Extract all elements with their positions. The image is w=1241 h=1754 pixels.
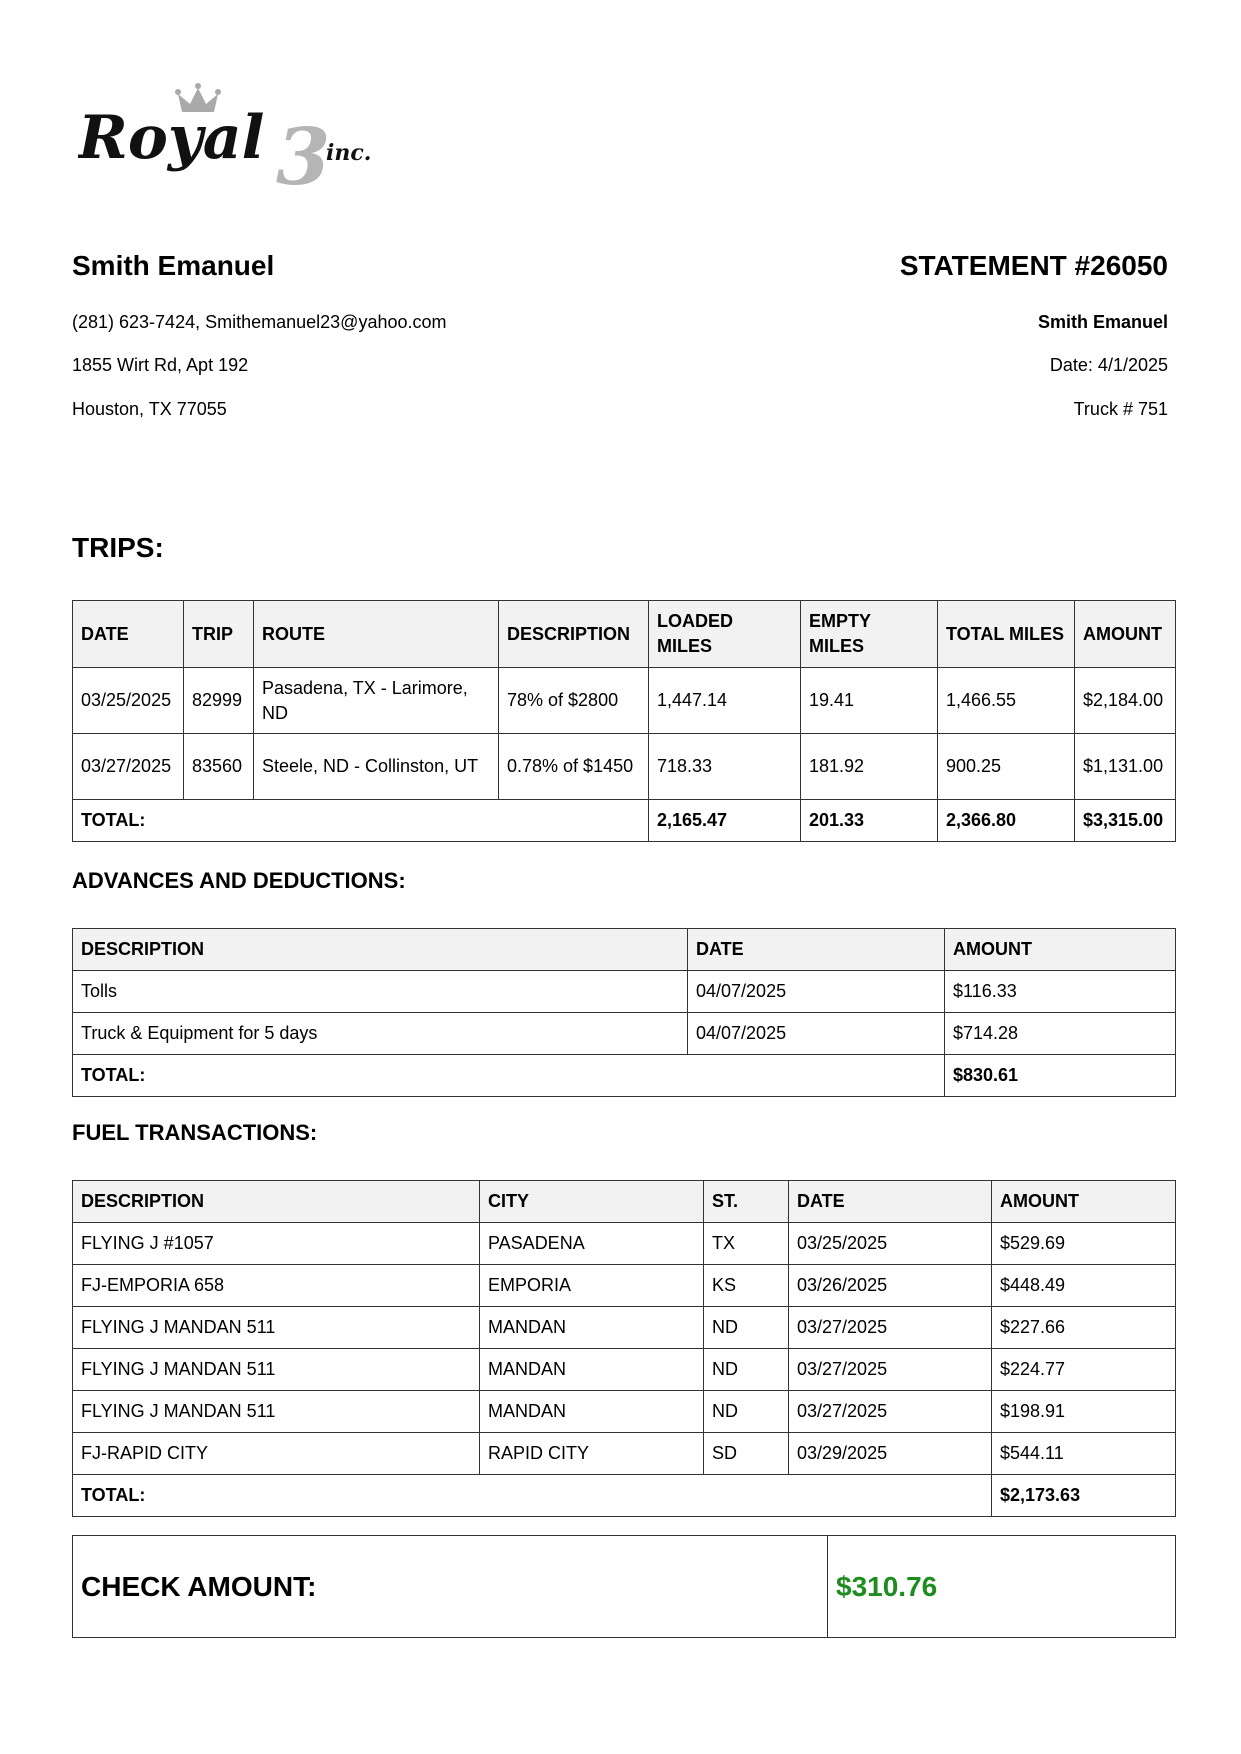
trips-header-trip: TRIP (184, 601, 254, 668)
fuel-city: MANDAN (480, 1391, 704, 1433)
table-row (73, 1307, 1176, 1349)
advances-total-amount: $830.61 (945, 1055, 1176, 1097)
trips-header-row (73, 601, 1176, 668)
fuel-amount: $529.69 (992, 1223, 1176, 1265)
svg-text:inc.: inc. (326, 140, 372, 166)
trips-title: TRIPS: (72, 532, 164, 563)
trip-amount: $2,184.00 (1075, 668, 1176, 734)
fuel-amount: $227.66 (992, 1307, 1176, 1349)
fuel-total-amount: $2,173.63 (992, 1475, 1176, 1517)
fuel-description: FJ-EMPORIA 658 (73, 1265, 480, 1307)
check-amount-value: $310.76 (828, 1536, 1176, 1638)
fuel-header-city: CITY (480, 1181, 704, 1223)
fuel-date: 03/27/2025 (789, 1349, 992, 1391)
fuel-description: FLYING J MANDAN 511 (73, 1391, 480, 1433)
trips-header-empty-miles: EMPTY MILES (801, 601, 938, 668)
table-row (73, 1391, 1176, 1433)
fuel-description: FLYING J #1057 (73, 1223, 480, 1265)
fuel-state: ND (704, 1307, 789, 1349)
advances-header-amount: AMOUNT (945, 929, 1176, 971)
fuel-date: 03/25/2025 (789, 1223, 992, 1265)
statement-truck: Truck # 751 (1073, 399, 1168, 419)
trips-total-label: TOTAL: (73, 800, 649, 842)
trips-total-loaded: 2,165.47 (649, 800, 801, 842)
trips-total-miles: 2,366.80 (938, 800, 1075, 842)
fuel-header-row (73, 1181, 1176, 1223)
advances-header-description: DESCRIPTION (73, 929, 688, 971)
trip-loaded-miles: 718.33 (649, 734, 801, 800)
trips-header-amount: AMOUNT (1075, 601, 1176, 668)
employee-contact: (281) 623-7424, Smithemanuel23@yahoo.com (72, 312, 447, 332)
trips-total-empty: 201.33 (801, 800, 938, 842)
company-logo (78, 80, 388, 190)
employee-name: Smith Emanuel (72, 250, 275, 281)
statement-name: Smith Emanuel (1037, 312, 1168, 332)
fuel-header-description: DESCRIPTION (73, 1181, 480, 1223)
trip-total-miles: 1,466.55 (938, 668, 1075, 734)
trip-route: Steele, ND - Collinston, UT (254, 734, 499, 800)
trip-description: 0.78% of $1450 (499, 734, 649, 800)
trips-total-amount: $3,315.00 (1075, 800, 1176, 842)
fuel-header-amount: AMOUNT (992, 1181, 1176, 1223)
fuel-description: FLYING J MANDAN 511 (73, 1349, 480, 1391)
fuel-state: KS (704, 1265, 789, 1307)
trip-date: 03/25/2025 (73, 668, 184, 734)
fuel-title: FUEL TRANSACTIONS: (72, 1120, 318, 1145)
employee-address-line2: Houston, TX 77055 (72, 399, 227, 419)
advances-title: ADVANCES AND DEDUCTIONS: (72, 868, 406, 893)
advances-total-label: TOTAL: (73, 1055, 945, 1097)
trips-header-loaded-miles: LOADED MILES (649, 601, 801, 668)
fuel-city: PASADENA (480, 1223, 704, 1265)
fuel-city: EMPORIA (480, 1265, 704, 1307)
trips-header-description: DESCRIPTION (499, 601, 649, 668)
statement-date: Date: 4/1/2025 (1049, 355, 1168, 375)
advances-total-row (73, 1055, 1176, 1097)
fuel-amount: $448.49 (992, 1265, 1176, 1307)
trip-number: 83560 (184, 734, 254, 800)
fuel-description: FJ-RAPID CITY (73, 1433, 480, 1475)
fuel-table (72, 1180, 1176, 1517)
advance-date: 04/07/2025 (688, 1013, 945, 1055)
fuel-date: 03/27/2025 (789, 1391, 992, 1433)
advance-amount: $116.33 (945, 971, 1176, 1013)
check-amount-label: CHECK AMOUNT: (73, 1536, 828, 1638)
trip-empty-miles: 181.92 (801, 734, 938, 800)
table-row (73, 668, 1176, 734)
trips-header-total-miles: TOTAL MILES (938, 601, 1075, 668)
trips-total-row (73, 800, 1176, 842)
advances-header-date: DATE (688, 929, 945, 971)
svg-text:3: 3 (276, 112, 331, 190)
fuel-date: 03/26/2025 (789, 1265, 992, 1307)
table-row (73, 1223, 1176, 1265)
trip-route: Pasadena, TX - Larimore, ND (254, 668, 499, 734)
trip-date: 03/27/2025 (73, 734, 184, 800)
fuel-header-date: DATE (789, 1181, 992, 1223)
fuel-description: FLYING J MANDAN 511 (73, 1307, 480, 1349)
advance-amount: $714.28 (945, 1013, 1176, 1055)
table-row (73, 1265, 1176, 1307)
fuel-amount: $198.91 (992, 1391, 1176, 1433)
advance-description: Tolls (73, 971, 688, 1013)
fuel-date: 03/29/2025 (789, 1433, 992, 1475)
fuel-state: TX (704, 1223, 789, 1265)
trip-number: 82999 (184, 668, 254, 734)
trip-empty-miles: 19.41 (801, 668, 938, 734)
table-row (73, 1349, 1176, 1391)
check-amount-row (73, 1536, 1176, 1638)
employee-address-line1: 1855 Wirt Rd, Apt 192 (72, 355, 249, 375)
fuel-header-state: ST. (704, 1181, 789, 1223)
fuel-state: ND (704, 1391, 789, 1433)
fuel-city: RAPID CITY (480, 1433, 704, 1475)
fuel-total-row (73, 1475, 1176, 1517)
trip-description: 78% of $2800 (499, 668, 649, 734)
trips-header-date: DATE (73, 601, 184, 668)
fuel-state: SD (704, 1433, 789, 1475)
svg-text:Royal: Royal (78, 103, 265, 173)
table-row (73, 734, 1176, 800)
advances-table (72, 928, 1176, 1097)
table-row (73, 1433, 1176, 1475)
statement-title: STATEMENT #26050 (899, 250, 1168, 281)
trips-table (72, 600, 1176, 842)
trips-header-route: ROUTE (254, 601, 499, 668)
trip-total-miles: 900.25 (938, 734, 1075, 800)
table-row (73, 971, 1176, 1013)
fuel-date: 03/27/2025 (789, 1307, 992, 1349)
advance-description: Truck & Equipment for 5 days (73, 1013, 688, 1055)
royal-3-logo-icon (78, 80, 388, 190)
fuel-state: ND (704, 1349, 789, 1391)
advances-header-row (73, 929, 1176, 971)
fuel-total-label: TOTAL: (73, 1475, 992, 1517)
check-amount-table (72, 1535, 1176, 1638)
fuel-amount: $544.11 (992, 1433, 1176, 1475)
fuel-city: MANDAN (480, 1349, 704, 1391)
table-row (73, 1013, 1176, 1055)
fuel-city: MANDAN (480, 1307, 704, 1349)
trip-loaded-miles: 1,447.14 (649, 668, 801, 734)
fuel-amount: $224.77 (992, 1349, 1176, 1391)
advance-date: 04/07/2025 (688, 971, 945, 1013)
trip-amount: $1,131.00 (1075, 734, 1176, 800)
